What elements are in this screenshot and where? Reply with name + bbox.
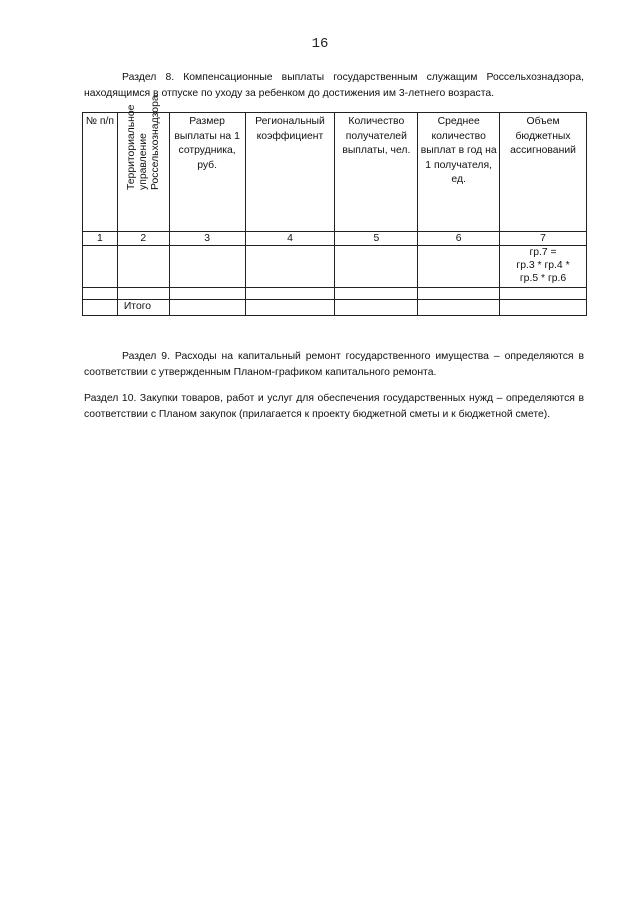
table-cell <box>83 300 118 316</box>
column-number: 7 <box>500 232 587 246</box>
compensation-table <box>82 95 587 316</box>
section-10-paragraph: Раздел 10. Закупки товаров, работ и услуг для обеспечения государственных нужд – определяются в соответствии с Планом закупок (прилагается к проекту бюджетной сметы и к бюджетной смете). <box>84 393 584 420</box>
header-territorial-office-line3: Россельхознадзора <box>150 95 162 190</box>
table-cell <box>245 288 335 300</box>
table-cell <box>169 288 245 300</box>
page-number: 16 <box>311 36 329 52</box>
section-9-paragraph <box>84 349 584 381</box>
formula-line: гр.7 = <box>529 247 557 258</box>
table-cell <box>335 246 418 288</box>
table-cell <box>169 246 245 288</box>
header-territorial-office <box>117 95 169 232</box>
table-cell <box>500 288 587 300</box>
table-cell <box>169 300 245 316</box>
header-territorial-office-line2: управление <box>138 133 150 190</box>
header-recipients-count: Количество получателей выплаты, чел. <box>335 113 418 232</box>
header-budget-volume: Объем бюджетных ассигнований <box>500 113 587 232</box>
table-cell <box>117 288 169 300</box>
header-payment-size: Размер выплаты на 1 сотрудника, руб. <box>169 113 245 232</box>
table-cell <box>418 288 500 300</box>
table-cell <box>335 300 418 316</box>
table-cell <box>418 246 500 288</box>
header-average-payments: Среднее количество выплат в год на 1 получателя, ед. <box>418 113 500 232</box>
column-number: 3 <box>169 232 245 246</box>
column-number: 4 <box>245 232 335 246</box>
formula-line: гр.3 * гр.4 * <box>516 260 570 271</box>
table-cell <box>83 246 118 288</box>
header-row-number: № п/п <box>83 113 118 232</box>
column-number: 5 <box>335 232 418 246</box>
formula-line: гр.5 * гр.6 <box>519 273 567 284</box>
table-cell <box>245 300 335 316</box>
table-cell <box>335 288 418 300</box>
formula-cell <box>500 246 587 288</box>
table-cell <box>117 246 169 288</box>
table-row <box>83 246 587 288</box>
table-cell <box>500 300 587 316</box>
column-number: 2 <box>117 232 169 246</box>
column-number-row <box>83 232 587 246</box>
section-9-text: Раздел 9. Расходы на капитальный ремонт государственного имущества – определяются в соответствии с утвержденным Планом-графиком капитального ремонта. <box>84 351 584 378</box>
table-header-row <box>83 113 587 232</box>
section-8-text: Раздел 8. Компенсационные выплаты государственным служащим Россельхознадзора, находящимся в отпуске по уходу за ребенком до достижения им 3-летнего возраста. <box>84 72 584 99</box>
column-number: 6 <box>418 232 500 246</box>
table-cell <box>418 300 500 316</box>
table-cell <box>245 246 335 288</box>
header-regional-coefficient: Региональный коэффициент <box>245 113 335 232</box>
header-territorial-office-line1: Территориальное <box>126 104 138 190</box>
total-row <box>83 300 587 316</box>
table-row <box>83 288 587 300</box>
total-label: Итого <box>117 300 169 316</box>
column-number: 1 <box>83 232 118 246</box>
table-cell <box>83 288 118 300</box>
